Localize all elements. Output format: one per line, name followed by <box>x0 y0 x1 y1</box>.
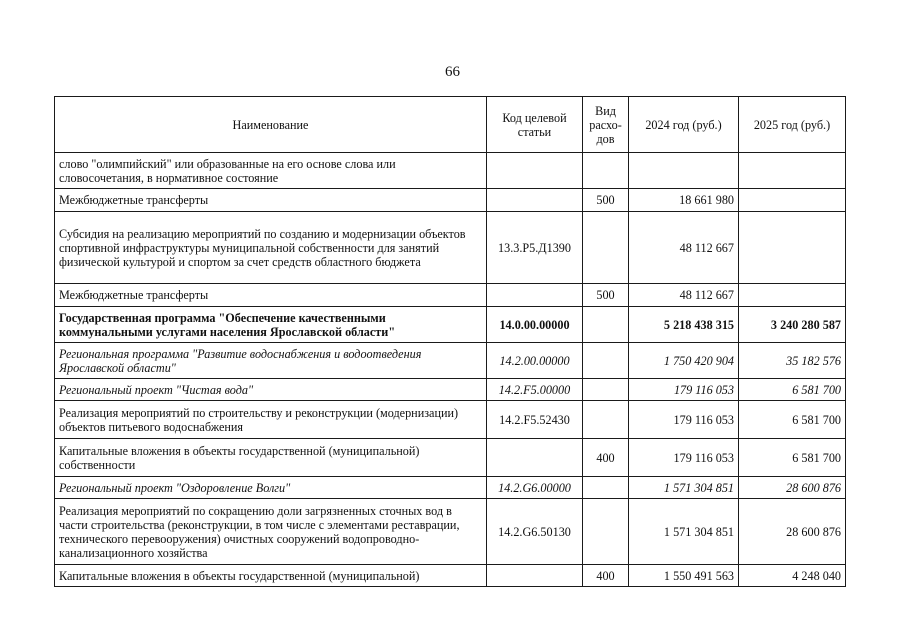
table-row <box>55 153 846 189</box>
row-2024: 179 116 053 <box>629 401 739 439</box>
row-name: Региональная программа "Развитие водоснабжения и водоотведения Ярославской области" <box>55 343 487 379</box>
row-2024: 5 218 438 315 <box>629 307 739 343</box>
table-row <box>55 401 846 439</box>
row-type <box>583 153 629 189</box>
row-2025 <box>739 189 846 212</box>
row-type: 500 <box>583 284 629 307</box>
row-code: 14.2.F5.52430 <box>487 401 583 439</box>
row-name: Субсидия на реализацию мероприятий по созданию и модернизации объектов спортивной инфраструктуры муниципальной собственности для занятий физической культурой и спортом за счет средств областного бюджета <box>55 212 487 284</box>
table-row <box>55 284 846 307</box>
row-type: 400 <box>583 565 629 587</box>
row-2025: 28 600 876 <box>739 477 846 499</box>
row-code <box>487 153 583 189</box>
table-row <box>55 439 846 477</box>
row-name: слово "олимпийский" или образованные на его основе слова или словосочетания, в нормативное состояние <box>55 153 487 189</box>
row-2024: 1 571 304 851 <box>629 499 739 565</box>
row-type <box>583 499 629 565</box>
row-2025: 3 240 280 587 <box>739 307 846 343</box>
row-type <box>583 379 629 401</box>
row-2025 <box>739 284 846 307</box>
table-row <box>55 499 846 565</box>
table-row <box>55 379 846 401</box>
table-row <box>55 343 846 379</box>
row-type: 500 <box>583 189 629 212</box>
row-name: Региональный проект "Чистая вода" <box>55 379 487 401</box>
row-code <box>487 439 583 477</box>
header-2024: 2024 год (руб.) <box>629 97 739 153</box>
row-code: 14.0.00.00000 <box>487 307 583 343</box>
row-2025: 35 182 576 <box>739 343 846 379</box>
row-2025 <box>739 212 846 284</box>
table-row <box>55 307 846 343</box>
row-2024 <box>629 153 739 189</box>
row-name: Межбюджетные трансферты <box>55 284 487 307</box>
row-name: Реализация мероприятий по строительству и реконструкции (модернизации) объектов питьевого водоснабжения <box>55 401 487 439</box>
header-code: Код целевой статьи <box>487 97 583 153</box>
row-type <box>583 212 629 284</box>
table-row <box>55 565 846 587</box>
row-type: 400 <box>583 439 629 477</box>
row-code: 14.2.00.00000 <box>487 343 583 379</box>
row-code <box>487 189 583 212</box>
table-body <box>55 153 846 587</box>
header-name: Наименование <box>55 97 487 153</box>
budget-table <box>54 96 846 587</box>
table-header <box>55 97 846 153</box>
row-2024: 179 116 053 <box>629 439 739 477</box>
row-2024: 1 550 491 563 <box>629 565 739 587</box>
row-2024: 1 571 304 851 <box>629 477 739 499</box>
row-code <box>487 565 583 587</box>
row-code <box>487 284 583 307</box>
header-2025: 2025 год (руб.) <box>739 97 846 153</box>
row-2024: 179 116 053 <box>629 379 739 401</box>
row-code: 14.2.G6.00000 <box>487 477 583 499</box>
row-code: 14.2.G6.50130 <box>487 499 583 565</box>
table-row <box>55 477 846 499</box>
row-2024: 18 661 980 <box>629 189 739 212</box>
row-name: Межбюджетные трансферты <box>55 189 487 212</box>
row-code: 14.2.F5.00000 <box>487 379 583 401</box>
row-code: 13.3.Р5.Д1390 <box>487 212 583 284</box>
row-2025: 28 600 876 <box>739 499 846 565</box>
row-name: Региональный проект "Оздоровление Волги" <box>55 477 487 499</box>
row-type <box>583 477 629 499</box>
row-2024: 48 112 667 <box>629 284 739 307</box>
row-name: Капитальные вложения в объекты государственной (муниципальной) <box>55 565 487 587</box>
table-row <box>55 212 846 284</box>
row-2025: 4 248 040 <box>739 565 846 587</box>
row-type <box>583 401 629 439</box>
header-type: Вид расхо-дов <box>583 97 629 153</box>
row-name: Капитальные вложения в объекты государственной (муниципальной) собственности <box>55 439 487 477</box>
table-row <box>55 189 846 212</box>
row-2025: 6 581 700 <box>739 401 846 439</box>
page-number: 66 <box>445 64 460 80</box>
row-name: Государственная программа "Обеспечение качественными коммунальными услугами населения Ярославской области" <box>55 307 487 343</box>
row-2024: 48 112 667 <box>629 212 739 284</box>
row-2025 <box>739 153 846 189</box>
row-2024: 1 750 420 904 <box>629 343 739 379</box>
row-2025: 6 581 700 <box>739 379 846 401</box>
row-type <box>583 343 629 379</box>
row-name: Реализация мероприятий по сокращению доли загрязненных сточных вод в части строительства (реконструкции, в том числе с элементами реставрации, технического перевооружения) очистных сооружений водопроводно-канализационного хозяйства <box>55 499 487 565</box>
row-2025: 6 581 700 <box>739 439 846 477</box>
row-type <box>583 307 629 343</box>
